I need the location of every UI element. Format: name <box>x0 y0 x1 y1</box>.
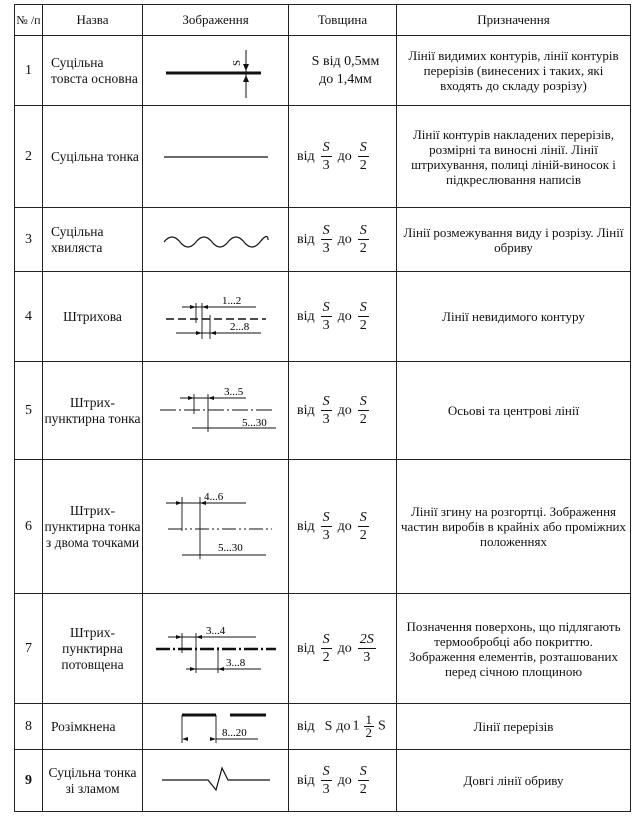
table-row <box>15 594 631 704</box>
row-purpose: Лінії видимих контурів, лінії контурів перерізів (винесених і таких, які входять до складу розрізу) <box>397 36 631 106</box>
row-purpose: Осьові та центрові лінії <box>397 362 631 460</box>
row-thickness: від $\frac{S}{2}$ до $\frac{2S}{3}$ <box>289 594 397 704</box>
header-thickness: Товщина <box>289 5 397 36</box>
row-purpose: Лінії контурів накладених перерізів, розмірні та виносні лінії. Лінії штрихування, полиці ліній-виносок і підкреслювання написів <box>397 106 631 208</box>
dim-label: 8...20 <box>221 726 247 739</box>
row-num: 7 <box>15 594 43 704</box>
header-purpose: Призначення <box>397 5 631 36</box>
table-row <box>15 704 631 750</box>
header-name: Назва <box>43 5 143 36</box>
header-row <box>15 5 631 36</box>
line-types-table <box>14 4 631 812</box>
dim-label: 4...6 <box>203 490 223 503</box>
line-sample-zigzag <box>143 750 289 812</box>
row-purpose: Лінії розмежування виду і розрізу. Лінії обриву <box>397 208 631 272</box>
row-name: Суцільна товста основна <box>43 36 143 106</box>
row-name: Штрихова <box>43 272 143 362</box>
table-row <box>15 36 631 106</box>
dim-label: 3...4 <box>205 624 225 637</box>
line-sample-dash-dot <box>143 362 289 460</box>
header-image: Зображення <box>143 5 289 36</box>
row-name: Розімкнена <box>43 704 143 750</box>
row-name: Штрих-пунктирна потовщена <box>43 594 143 704</box>
line-sample-dash-dot-thick <box>143 594 289 704</box>
row-name: Штрих-пунктирна тонка з двома точками <box>43 460 143 594</box>
line-sample-solid-thin <box>143 106 289 208</box>
line-sample-wavy <box>143 208 289 272</box>
table-row <box>15 208 631 272</box>
row-thickness: від $\frac{S}{3}$ до $\frac{S}{2}$ <box>289 208 397 272</box>
line-sample-dashed <box>143 272 289 362</box>
table-row <box>15 460 631 594</box>
dim-label: 2...8 <box>229 320 249 333</box>
row-num: 4 <box>15 272 43 362</box>
row-purpose: Лінії невидимого контуру <box>397 272 631 362</box>
table-row <box>15 272 631 362</box>
dim-label: 3...5 <box>223 385 243 398</box>
dim-label: 3...8 <box>225 656 245 669</box>
row-num: 6 <box>15 460 43 594</box>
dim-label: S <box>230 59 243 66</box>
row-name: Штрих-пунктирна тонка <box>43 362 143 460</box>
dim-label: 5...30 <box>217 541 243 554</box>
line-sample-dash-two-dots <box>143 460 289 594</box>
row-num: 5 <box>15 362 43 460</box>
line-sample-solid-thick <box>143 36 289 106</box>
row-num: 1 <box>15 36 43 106</box>
line-sample-open <box>143 704 289 750</box>
table-row <box>15 750 631 812</box>
row-purpose: Позначення поверхонь, що підлягають термообробці або покриттю. Зображення елементів, розташованих перед січною площиною <box>397 594 631 704</box>
row-purpose: Довгі лінії обриву <box>397 750 631 812</box>
row-thickness: від $\frac{S}{3}$ до $\frac{S}{2}$ <box>289 750 397 812</box>
row-thickness: від $\frac{S}{3}$ до $\frac{S}{2}$ <box>289 272 397 362</box>
row-name: Суцільна тонка зі зламом <box>43 750 143 812</box>
row-name: Суцільна хвиляста <box>43 208 143 272</box>
row-num: 9 <box>15 750 43 812</box>
table-row <box>15 106 631 208</box>
dim-label: 5...30 <box>241 416 267 429</box>
row-thickness: від $\frac{S}{3}$ до $\frac{S}{2}$ <box>289 362 397 460</box>
row-num: 2 <box>15 106 43 208</box>
row-name: Суцільна тонка <box>43 106 143 208</box>
row-purpose: Лінії згину на розгортці. Зображення частин виробів в крайніх або проміжних положеннях <box>397 460 631 594</box>
row-thickness: від $\frac{S}{3}$ до $\frac{S}{2}$ <box>289 106 397 208</box>
row-thickness: S від 0,5мм до 1,4мм <box>289 36 397 106</box>
row-thickness: від S до 1 $\frac{1}{2}$ S <box>289 704 397 750</box>
row-thickness: від $\frac{S}{3}$ до $\frac{S}{2}$ <box>289 460 397 594</box>
dim-label: 1...2 <box>221 294 241 307</box>
row-purpose: Лінії перерізів <box>397 704 631 750</box>
table-row <box>15 362 631 460</box>
row-num: 8 <box>15 704 43 750</box>
header-num: № /п <box>15 5 43 36</box>
row-num: 3 <box>15 208 43 272</box>
